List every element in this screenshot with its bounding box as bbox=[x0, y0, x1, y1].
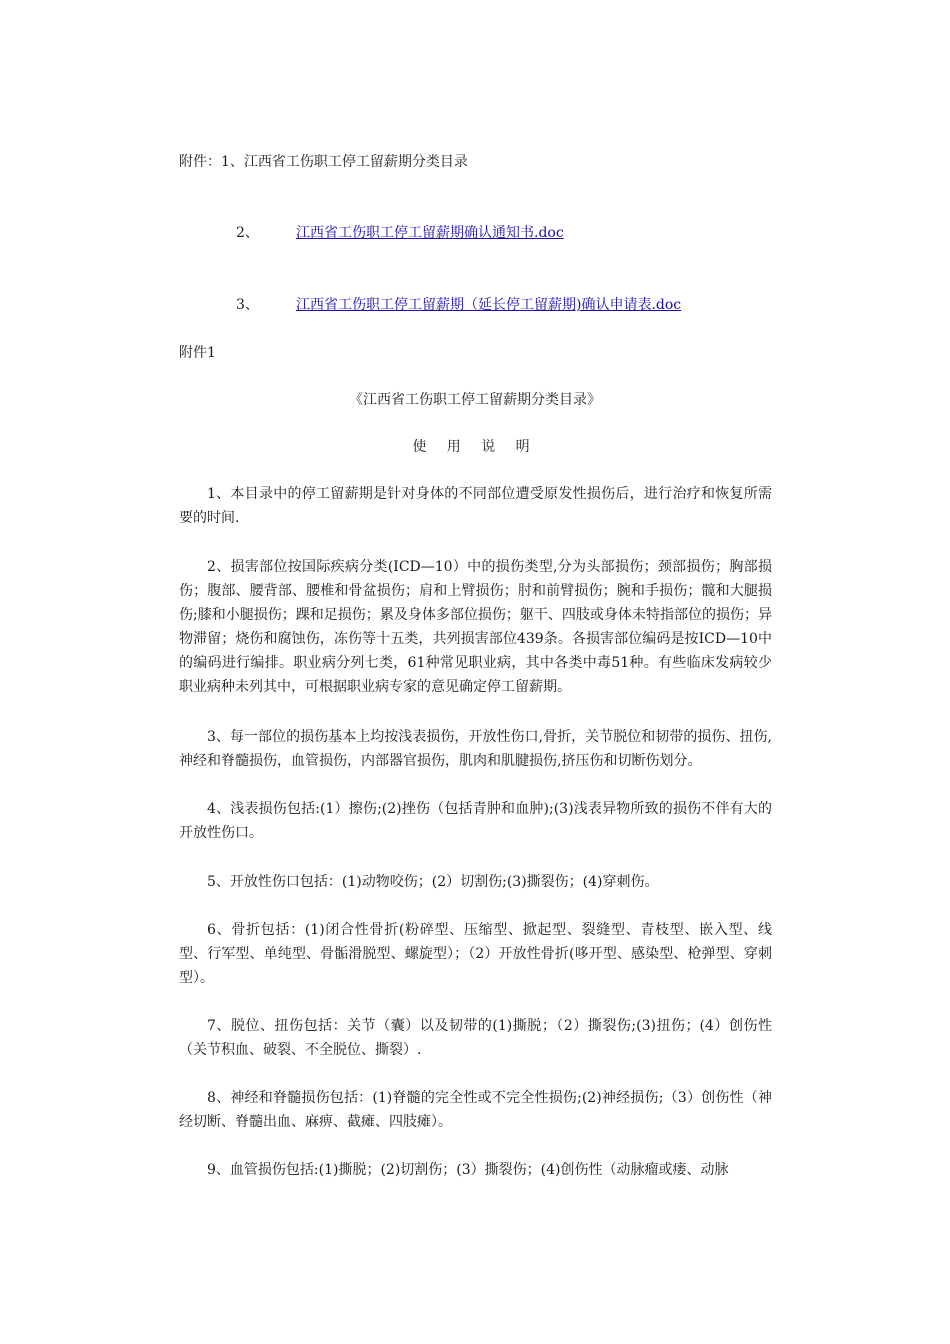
section-title: 使 用 说 明 bbox=[412, 439, 538, 455]
paragraph-4: 4、浅表损伤包括:(1）擦伤;(2)挫伤（包括青肿和血肿);(3)浅表异物所致的损伤不伴有大的开放性伤口。 bbox=[179, 801, 772, 841]
attachment-2-link[interactable]: 江西省工伤职工停工留薪期确认通知书.doc bbox=[296, 225, 564, 241]
attachment-3-link[interactable]: 江西省工伤职工停工留薪期（延长停工留薪期)确认申请表.doc bbox=[296, 297, 682, 313]
paragraph-9: 9、血管损伤包括:(1)撕脱；(2)切割伤；(3）撕裂伤；(4)创伤性（动脉瘤或瘘、动脉 bbox=[207, 1162, 729, 1178]
attachment-2-number: 2、 bbox=[236, 225, 259, 241]
paragraph-2: 2、损害部位按国际疾病分类(ICD—10）中的损伤类型,分为头部损伤；颈部损伤；胸部损伤；腹部、腰背部、腰椎和骨盆损伤；肩和上臂损伤；肘和前臂损伤；腕和手损伤；髋和大腿损伤;膝和小腿损伤；踝和足损伤；累及身体多部位损伤；躯干、四肢或身体未特指部位的损伤；异物滞留；烧伤和腐蚀伤，冻伤等十五类，共列损害部位439条。各损害部位编码是按ICD—10中的编码进行编排。职业病分列七类，61种常见职业病，其中各类中毒51种。有些临床发病较少职业病种未列其中，可根据职业病专家的意见确定停工留薪期。 bbox=[179, 559, 772, 695]
paragraph-6: 6、骨折包括：(1)闭合性骨折(粉碎型、压缩型、掀起型、裂缝型、青枝型、嵌入型、线型、行军型、单纯型、骨骺滑脱型、螺旋型）；（2）开放性骨折(哆开型、感染型、枪弹型、穿刺型）。 bbox=[179, 922, 772, 986]
paragraph-7: 7、脱位、扭伤包括：关节（囊）以及韧带的(1)撕脱；（2）撕裂伤;(3)扭伤；(4）创伤性（关节积血、破裂、不全脱位、撕裂）. bbox=[179, 1018, 772, 1058]
document-title: 《江西省工伤职工停工留薪期分类目录》 bbox=[349, 392, 601, 408]
annex-label: 附件1 bbox=[179, 345, 216, 361]
paragraph-5: 5、开放性伤口包括：(1)动物咬伤；(2）切割伤;(3)撕裂伤；(4)穿刺伤。 bbox=[207, 874, 659, 890]
paragraph-8: 8、神经和脊髓损伤包括：(1)脊髓的完全性或不完全性损伤;(2)神经损伤;（3）创伤性（神经切断、脊髓出血、麻痹、截瘫、四肢瘫）。 bbox=[179, 1090, 772, 1130]
attachment-line-1: 附件：1、江西省工伤职工停工留薪期分类目录 bbox=[179, 154, 468, 170]
paragraph-3: 3、每一部位的损伤基本上均按浅表损伤，开放性伤口,骨折，关节脱位和韧带的损伤、扭伤,神经和脊髓损伤，血管损伤，内部器官损伤，肌肉和肌腱损伤,挤压伤和切断伤划分。 bbox=[179, 729, 772, 769]
attachment-3-number: 3、 bbox=[236, 297, 259, 313]
paragraph-1: 1、本目录中的停工留薪期是针对身体的不同部位遭受原发性损伤后，进行治疗和恢复所需要的时间. bbox=[179, 486, 772, 526]
